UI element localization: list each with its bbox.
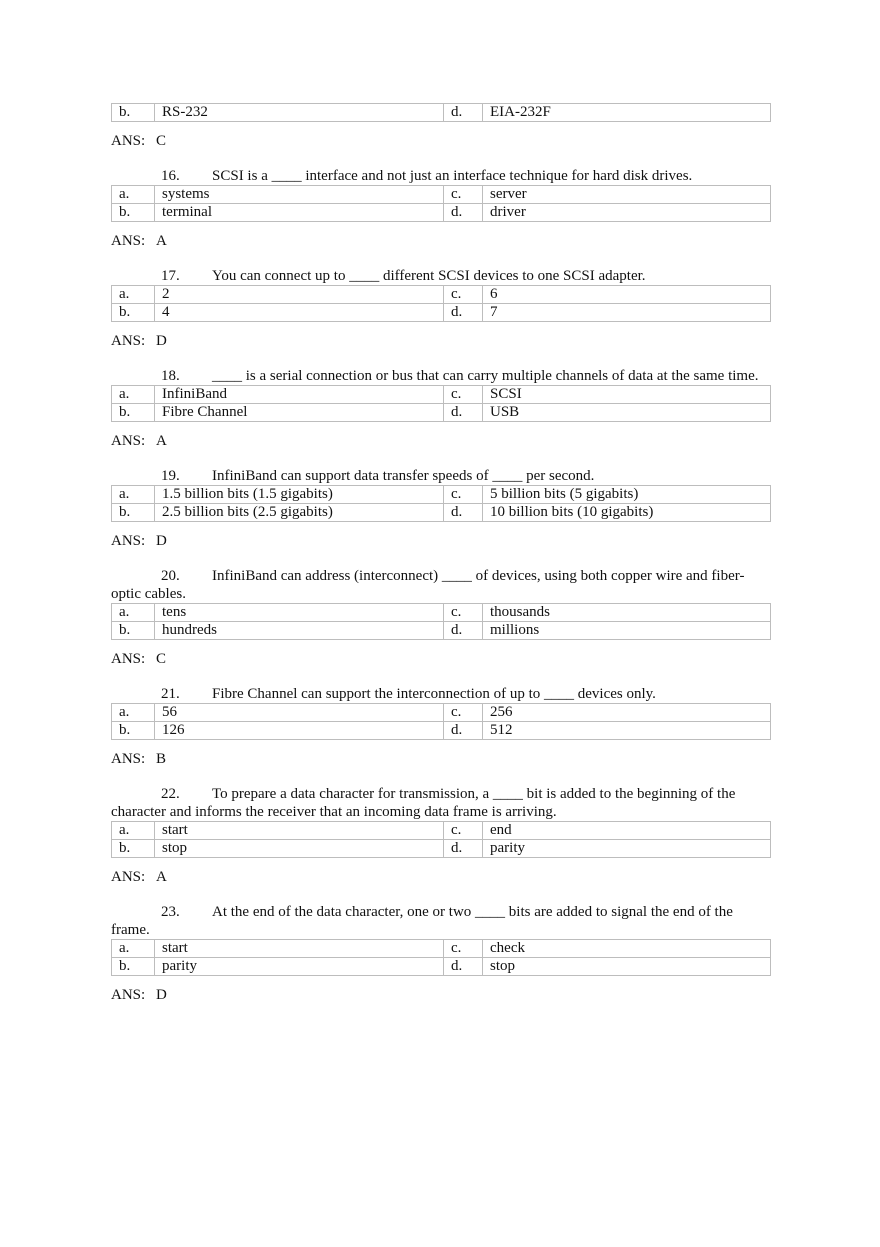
answer-line	[111, 650, 771, 668]
answer-line	[111, 986, 771, 1004]
option-text: 2	[155, 286, 444, 304]
question-block	[111, 367, 771, 450]
answer-value: A	[156, 433, 167, 449]
option-row	[112, 722, 771, 740]
answer-value: C	[156, 133, 167, 149]
option-letter: a.	[112, 822, 155, 840]
question-block	[111, 267, 771, 350]
option-text: driver	[483, 204, 771, 222]
answer-line	[111, 750, 771, 768]
option-letter: b.	[112, 840, 155, 858]
option-letter: a.	[112, 386, 155, 404]
option-text: start	[155, 822, 444, 840]
option-row	[112, 840, 771, 858]
option-text: 5 billion bits (5 gigabits)	[483, 486, 771, 504]
answer-line	[111, 532, 771, 550]
options-table	[111, 103, 771, 122]
answer-label: ANS:	[111, 333, 146, 349]
answer-value: A	[156, 869, 167, 885]
option-letter: d.	[444, 840, 483, 858]
option-text: thousands	[483, 604, 771, 622]
answer-value: B	[156, 751, 167, 767]
answer-line	[111, 868, 771, 886]
option-text: hundreds	[155, 622, 444, 640]
option-letter: d.	[444, 204, 483, 222]
option-letter: c.	[444, 486, 483, 504]
answer-label: ANS:	[111, 133, 146, 149]
question-stem: ____ is a serial connection or bus that can carry multiple channels of data at the same time.	[212, 368, 759, 384]
option-letter: b.	[112, 104, 155, 122]
answer-label: ANS:	[111, 233, 146, 249]
option-letter: b.	[112, 504, 155, 522]
option-row	[112, 204, 771, 222]
question-number: 20.	[161, 568, 180, 584]
question-block	[111, 167, 771, 250]
options-table	[111, 185, 771, 222]
answer-value: D	[156, 333, 167, 349]
option-letter: b.	[112, 304, 155, 322]
answer-line	[111, 232, 771, 250]
answer-value: D	[156, 533, 167, 549]
options-table	[111, 703, 771, 740]
option-letter: c.	[444, 940, 483, 958]
option-text: 256	[483, 704, 771, 722]
option-letter: a.	[112, 704, 155, 722]
option-letter: c.	[444, 186, 483, 204]
question-stem: Fibre Channel can support the interconnection of up to ____ devices only.	[212, 686, 656, 702]
option-text: Fibre Channel	[155, 404, 444, 422]
document-page	[111, 103, 771, 1004]
option-letter: c.	[444, 286, 483, 304]
option-text: millions	[483, 622, 771, 640]
option-row	[112, 958, 771, 976]
option-letter: d.	[444, 504, 483, 522]
option-row	[112, 186, 771, 204]
option-text: 126	[155, 722, 444, 740]
option-text: end	[483, 822, 771, 840]
option-text: USB	[483, 404, 771, 422]
question-block	[111, 567, 771, 668]
option-row	[112, 822, 771, 840]
option-text: parity	[483, 840, 771, 858]
option-text: terminal	[155, 204, 444, 222]
option-letter: b.	[112, 404, 155, 422]
answer-label: ANS:	[111, 751, 146, 767]
question-text	[111, 785, 771, 821]
option-text: tens	[155, 604, 444, 622]
option-text: 4	[155, 304, 444, 322]
answer-label: ANS:	[111, 533, 146, 549]
option-row	[112, 704, 771, 722]
answer-line	[111, 432, 771, 450]
option-row	[112, 604, 771, 622]
option-text: 6	[483, 286, 771, 304]
question-number: 18.	[161, 368, 180, 384]
option-row	[112, 504, 771, 522]
options-table	[111, 485, 771, 522]
option-row	[112, 940, 771, 958]
question-stem: At the end of the data character, one or two ____ bits are added to signal the end of the frame.	[111, 904, 733, 938]
answer-label: ANS:	[111, 987, 146, 1003]
option-row	[112, 104, 771, 122]
option-row	[112, 304, 771, 322]
answer-line	[111, 132, 771, 150]
option-letter: a.	[112, 604, 155, 622]
question-block	[111, 685, 771, 768]
option-letter: d.	[444, 404, 483, 422]
answer-value: C	[156, 651, 167, 667]
option-text: parity	[155, 958, 444, 976]
question-stem: To prepare a data character for transmission, a ____ bit is added to the beginning of the character and informs the receiver that an incoming data frame is arriving.	[111, 786, 736, 820]
option-text: check	[483, 940, 771, 958]
options-table	[111, 285, 771, 322]
question-text	[111, 167, 771, 185]
option-text: 512	[483, 722, 771, 740]
option-letter: d.	[444, 304, 483, 322]
question-block	[111, 903, 771, 1004]
option-letter: b.	[112, 722, 155, 740]
question-text	[111, 567, 771, 603]
question-stem: InfiniBand can support data transfer speeds of ____ per second.	[212, 468, 595, 484]
question-block	[111, 467, 771, 550]
option-text: 56	[155, 704, 444, 722]
options-table	[111, 603, 771, 640]
question-number: 22.	[161, 786, 180, 802]
answer-value: A	[156, 233, 167, 249]
question-stem: You can connect up to ____ different SCSI devices to one SCSI adapter.	[212, 268, 646, 284]
option-letter: d.	[444, 722, 483, 740]
option-letter: a.	[112, 286, 155, 304]
option-text: SCSI	[483, 386, 771, 404]
option-row	[112, 286, 771, 304]
question-number: 17.	[161, 268, 180, 284]
option-letter: c.	[444, 704, 483, 722]
option-letter: c.	[444, 386, 483, 404]
question-text	[111, 367, 771, 385]
question-number: 19.	[161, 468, 180, 484]
option-letter: a.	[112, 186, 155, 204]
option-text: 10 billion bits (10 gigabits)	[483, 504, 771, 522]
question-text	[111, 467, 771, 485]
option-row	[112, 386, 771, 404]
option-text: RS-232	[155, 104, 444, 122]
question-number: 16.	[161, 168, 180, 184]
option-text: 2.5 billion bits (2.5 gigabits)	[155, 504, 444, 522]
option-letter: d.	[444, 622, 483, 640]
option-row	[112, 622, 771, 640]
option-letter: b.	[112, 204, 155, 222]
option-text: start	[155, 940, 444, 958]
option-letter: a.	[112, 940, 155, 958]
answer-label: ANS:	[111, 869, 146, 885]
option-letter: d.	[444, 958, 483, 976]
question-text	[111, 267, 771, 285]
options-table	[111, 939, 771, 976]
option-text: stop	[155, 840, 444, 858]
option-letter: c.	[444, 822, 483, 840]
option-letter: a.	[112, 486, 155, 504]
option-letter: c.	[444, 604, 483, 622]
question-stem: SCSI is a ____ interface and not just an interface technique for hard disk drives.	[212, 168, 693, 184]
options-table	[111, 821, 771, 858]
options-table	[111, 385, 771, 422]
option-letter: d.	[444, 104, 483, 122]
option-row	[112, 404, 771, 422]
option-text: server	[483, 186, 771, 204]
question-text	[111, 903, 771, 939]
answer-value: D	[156, 987, 167, 1003]
option-row	[112, 486, 771, 504]
option-text: 1.5 billion bits (1.5 gigabits)	[155, 486, 444, 504]
option-letter: b.	[112, 958, 155, 976]
question-block	[111, 785, 771, 886]
question-number: 21.	[161, 686, 180, 702]
option-text: systems	[155, 186, 444, 204]
answer-line	[111, 332, 771, 350]
option-text: EIA-232F	[483, 104, 771, 122]
question-stem: InfiniBand can address (interconnect) ____ of devices, using both copper wire and fiber-optic cables.	[111, 568, 745, 602]
option-text: stop	[483, 958, 771, 976]
answer-label: ANS:	[111, 433, 146, 449]
option-letter: b.	[112, 622, 155, 640]
option-text: 7	[483, 304, 771, 322]
option-text: InfiniBand	[155, 386, 444, 404]
answer-label: ANS:	[111, 651, 146, 667]
question-number: 23.	[161, 904, 180, 920]
question-text	[111, 685, 771, 703]
